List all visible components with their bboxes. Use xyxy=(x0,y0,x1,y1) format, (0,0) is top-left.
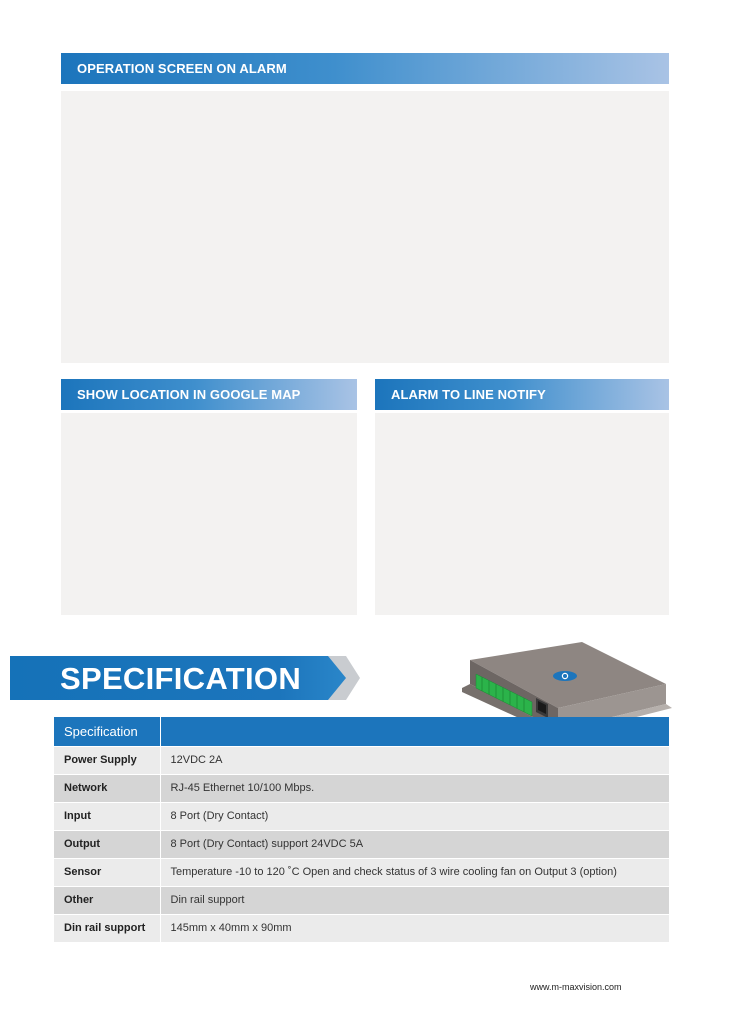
google-map-image-area xyxy=(61,413,357,615)
row-value: 8 Port (Dry Contact) xyxy=(160,802,669,830)
table-row xyxy=(54,914,669,942)
row-label: Din rail support xyxy=(54,914,160,942)
table-row xyxy=(54,886,669,914)
row-value: Temperature -10 to 120 ˚C Open and check status of 3 wire cooling fan on Output 3 (option) xyxy=(160,858,669,886)
section-header-operation-screen: OPERATION SCREEN ON ALARM xyxy=(61,53,669,84)
row-label: Other xyxy=(54,886,160,914)
table-header-label: Specification xyxy=(54,717,160,746)
specification-table xyxy=(54,717,669,942)
table-header-row xyxy=(54,717,669,746)
section-header-line-notify: ALARM TO LINE NOTIFY xyxy=(375,379,669,410)
row-value: 12VDC 2A xyxy=(160,746,669,774)
website-link[interactable]: www.m-maxvision.com xyxy=(530,982,622,992)
row-label: Power Supply xyxy=(54,746,160,774)
row-label: Sensor xyxy=(54,858,160,886)
row-value: RJ-45 Ethernet 10/100 Mbps. xyxy=(160,774,669,802)
operation-screen-image-area xyxy=(61,91,669,363)
row-value: 145mm x 40mm x 90mm xyxy=(160,914,669,942)
specification-title: SPECIFICATION xyxy=(60,661,302,696)
row-label: Output xyxy=(54,830,160,858)
table-header-value xyxy=(160,717,669,746)
line-notify-image-area xyxy=(375,413,669,615)
table-row xyxy=(54,802,669,830)
section-header-google-map: SHOW LOCATION IN GOOGLE MAP xyxy=(61,379,357,410)
table-row xyxy=(54,830,669,858)
table-row xyxy=(54,774,669,802)
row-label: Network xyxy=(54,774,160,802)
table-row xyxy=(54,858,669,886)
specification-banner xyxy=(10,656,360,700)
table-row xyxy=(54,746,669,774)
row-value: Din rail support xyxy=(160,886,669,914)
row-label: Input xyxy=(54,802,160,830)
row-value: 8 Port (Dry Contact) support 24VDC 5A xyxy=(160,830,669,858)
